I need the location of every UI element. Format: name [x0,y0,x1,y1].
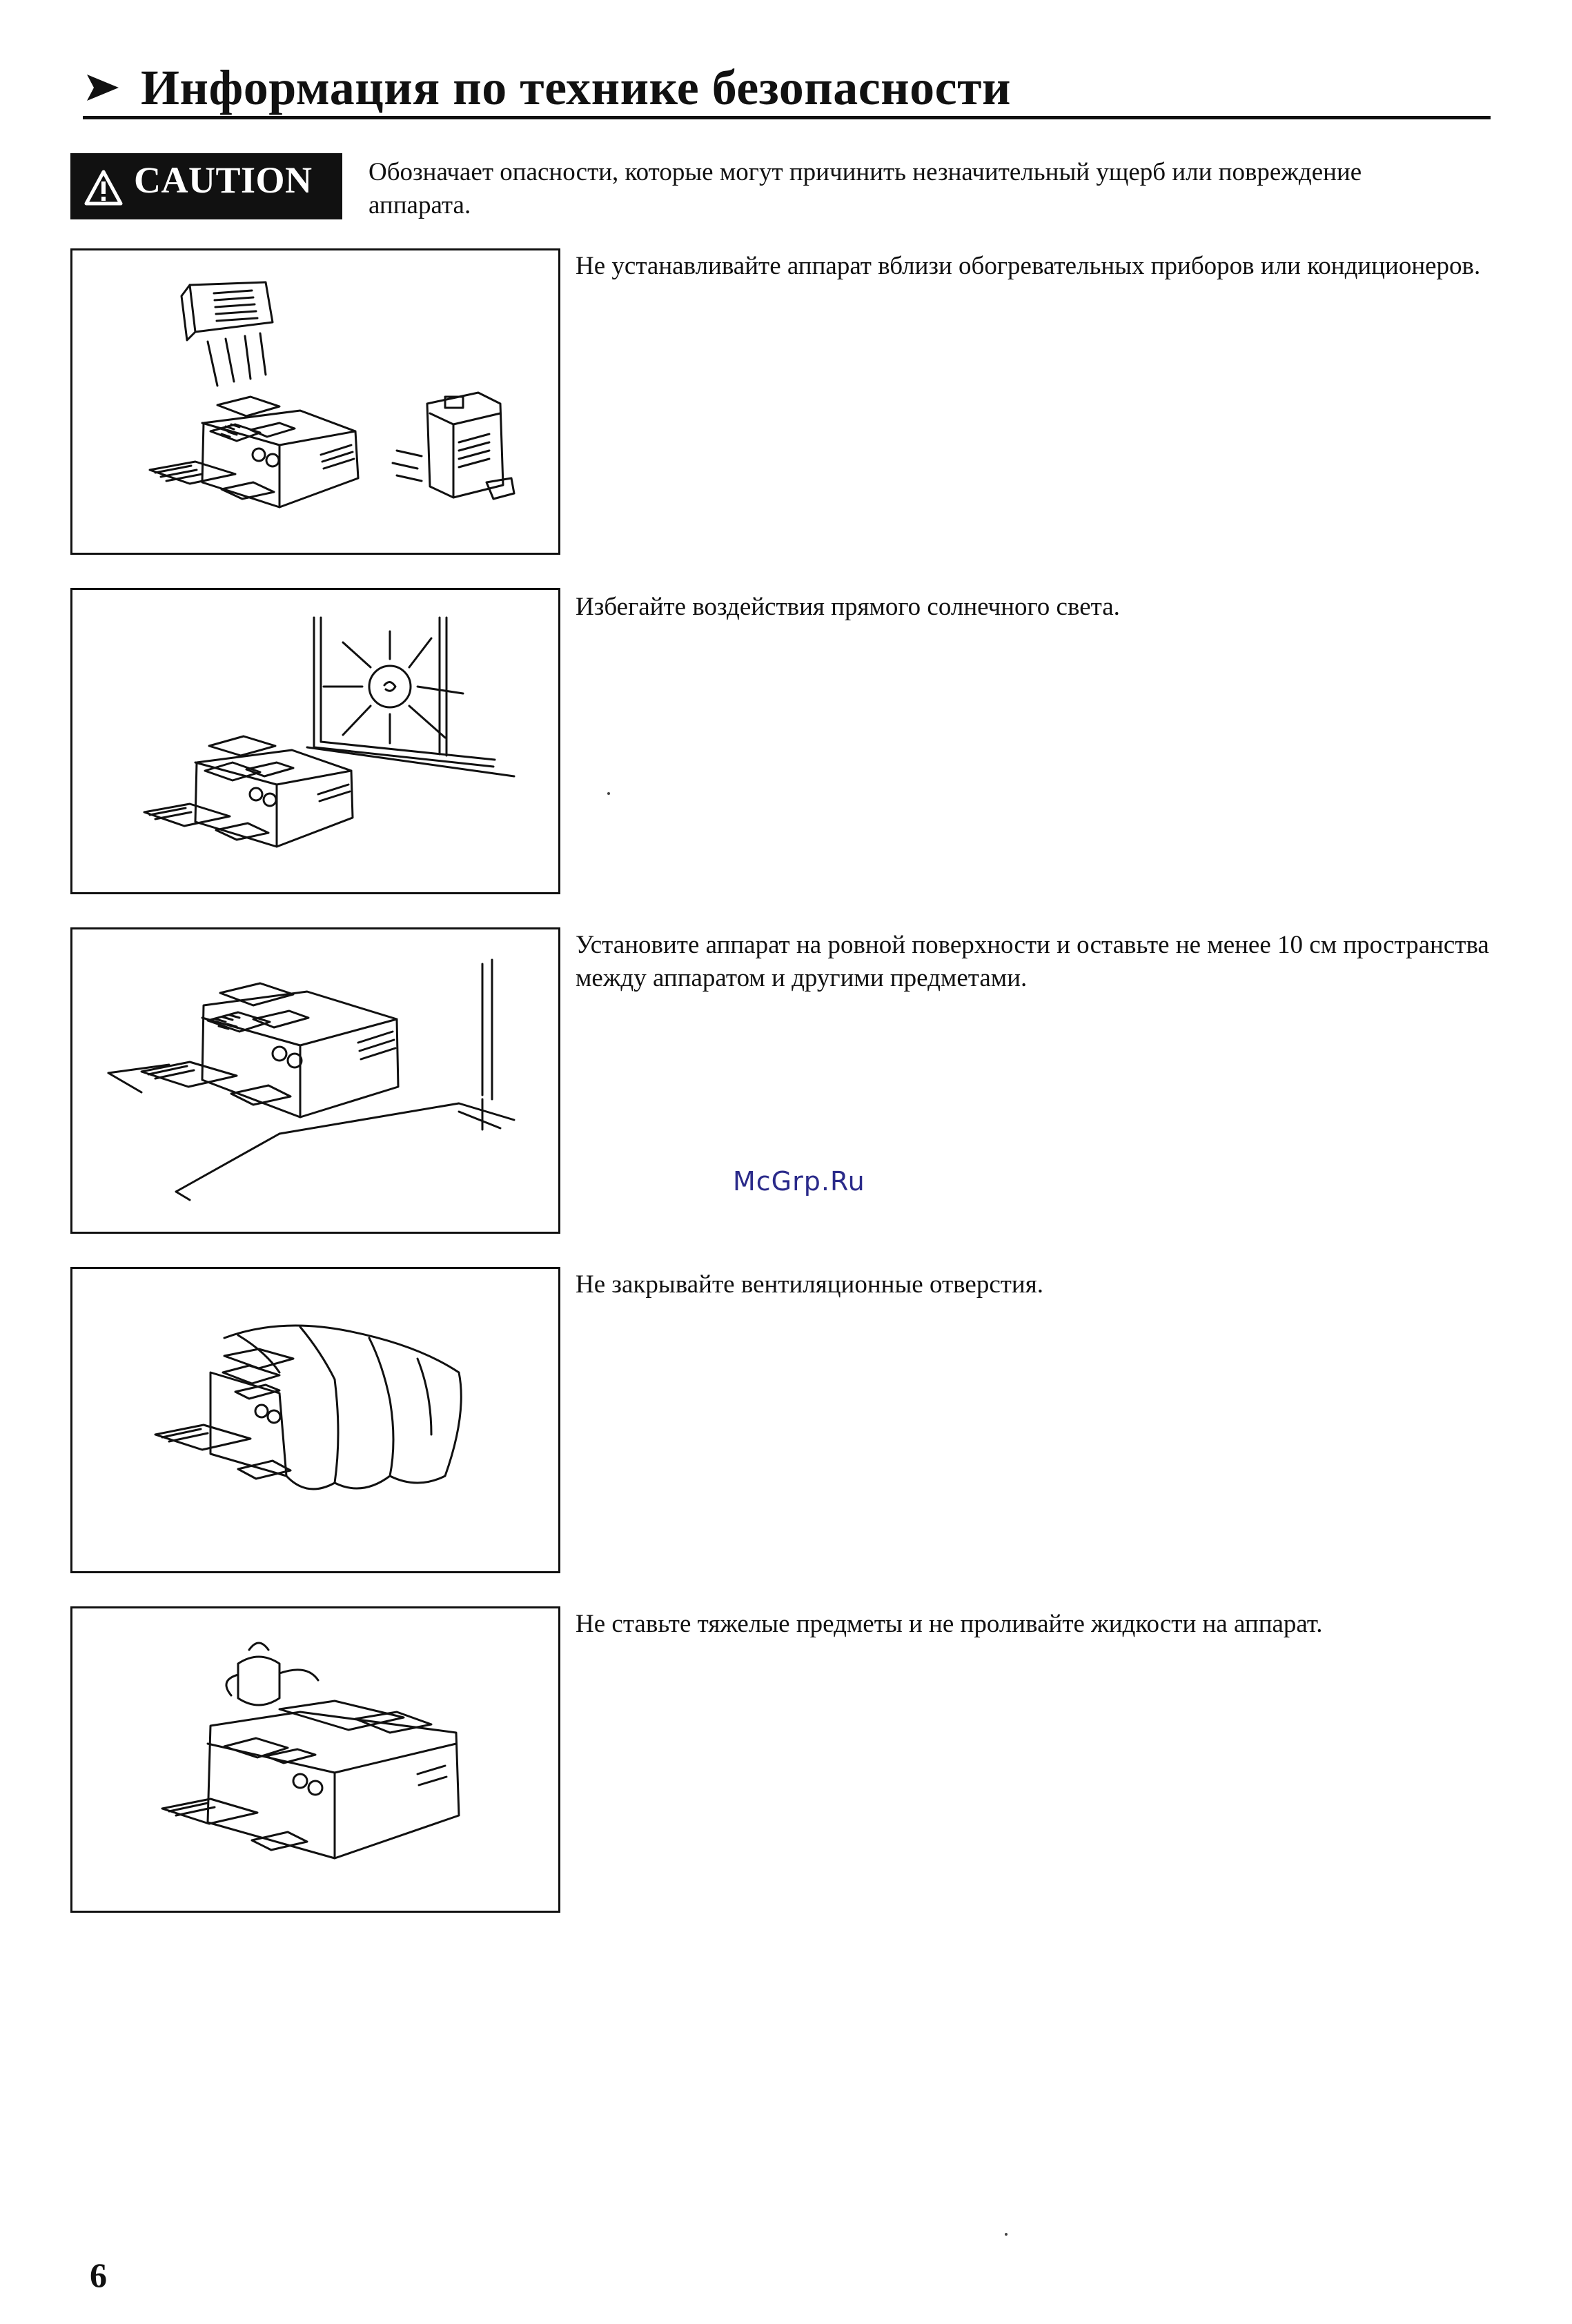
item-3-text: Установите аппарат на ровной поверхности и оставьте не менее 10 см пространства между аппаратом и другими предметами. [576,931,1489,992]
page-title: Информация по технике безопасности [141,60,1011,115]
fax-covered-illustration [72,1269,558,1571]
illustration-panel-4 [70,1267,560,1573]
fax-with-teapot-illustration [72,1608,558,1911]
scan-speck [607,792,610,795]
caution-description: Обозначает опасности, которые могут причинить незначительный ущерб или повреждение аппарата. [369,158,1362,219]
item-5-text: Не ставьте тяжелые предметы и не проливайте жидкости на аппарат. [576,1610,1323,1638]
page-number: 6 [90,2256,107,2294]
item-4-text: Не закрывайте вентиляционные отверстия. [576,1270,1043,1299]
fax-in-sunlight-illustration [72,590,558,892]
scan-speck [1005,2233,1008,2236]
caution-badge [70,153,342,219]
illustration-panel-3 [70,927,560,1234]
item-1-text: Не устанавливайте аппарат вблизи обогревательных приборов или кондиционеров. [576,252,1481,280]
arrowhead-icon [83,68,123,108]
illustration-panel-5 [70,1606,560,1913]
fax-near-heater-illustration [72,250,558,553]
illustration-panel-2 [70,588,560,894]
item-2-text: Избегайте воздействия прямого солнечного света. [576,593,1120,621]
illustration-panel-1 [70,248,560,555]
header-divider [83,116,1491,119]
warning-triangle-icon [84,170,123,206]
caution-label: CAUTION [134,159,313,201]
fax-clearance-illustration [72,929,558,1232]
watermark: McGrp.Ru [733,1166,865,1197]
